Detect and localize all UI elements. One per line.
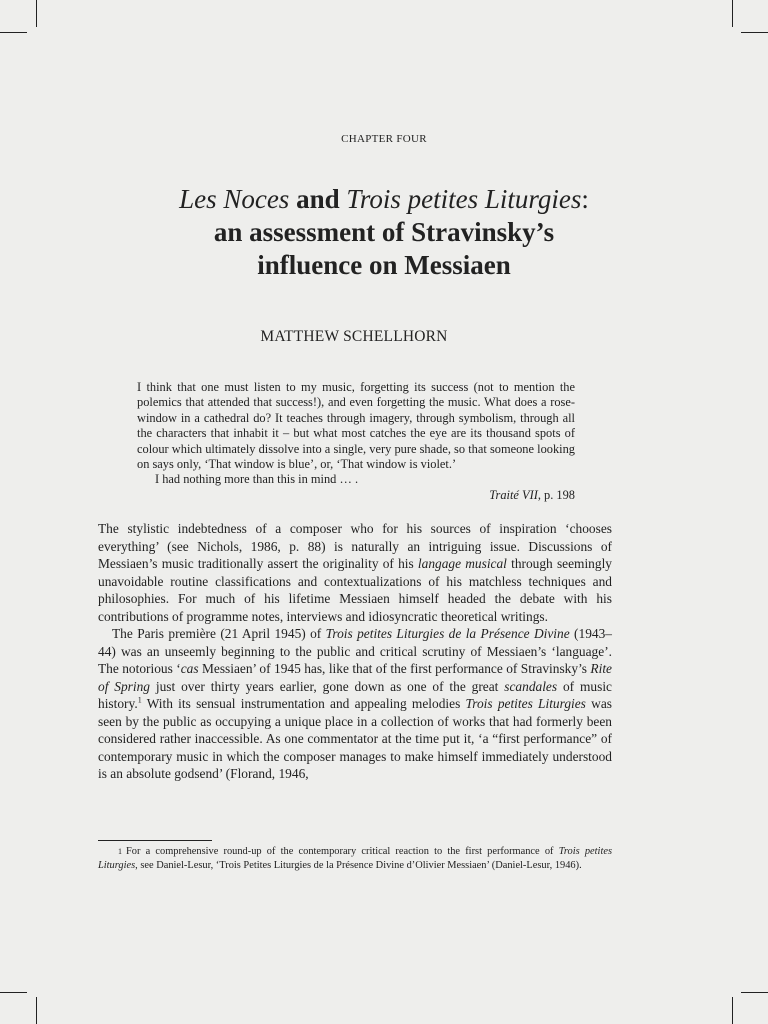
epigraph [137, 380, 575, 503]
body-text [98, 520, 612, 783]
epigraph-source-page: , p. 198 [537, 487, 575, 502]
body-p2-text-j: With its sensual instrumentation and appealing melodies [141, 696, 466, 711]
title-and: and [289, 184, 347, 214]
body-p2-text-a: The Paris première (21 April 1945) of [112, 626, 326, 641]
crop-mark-bottom-left-horizontal [0, 992, 27, 993]
body-p2-italic-liturgies: Trois petites Liturgies [465, 696, 586, 711]
footnote-text-c: , see Daniel-Lesur, ‘Trois Petites Liturgies de la Présence Divine d’Olivier Messiaen’ (Daniel-Lesur, 1946). [135, 860, 582, 872]
crop-mark-bottom-left-vertical [36, 997, 37, 1024]
epigraph-paragraph-1: I think that one must listen to my music, forgetting its success (not to mention the polemics that attended that success!), and even forgetting the music. What does a rose-window in a cathedral do? It teaches through imagery, through symbolism, through all the characters that inhabit it – but what most catches the eye are its thousand spots of colour which ultimately dissolve into a single, very pure shade, so that someone looking on says only, ‘That window is blue’, or, ‘That window is violet.’ [137, 380, 575, 472]
body-p2-text-e: Messiaen’ of 1945 has, like that of the first performance of Stravinsky’s [198, 661, 591, 676]
title-italic-les-noces: Les Noces [179, 184, 290, 214]
body-p2-italic-rite: Rite of Spring [98, 661, 612, 694]
body-p1-italic: langage musical [417, 556, 507, 571]
footnote-reference-1[interactable]: 1 [137, 695, 142, 705]
title-line-3: influence on Messiaen [257, 250, 511, 280]
body-p2-italic-cas: cas [180, 661, 199, 676]
body-p2-text-l: was seen by the public as occupying a unique place in a collection of works that had formerly been considered rather inaccessible. As one commentator at the time put it, ‘a “first performance” of contemporary music in which the composer manages to make himself immediately understood is an absolute godsend’ (Florand, 1946, [98, 696, 612, 781]
crop-mark-bottom-right-vertical [732, 997, 733, 1024]
footnote-1 [98, 845, 612, 874]
author-name: MATTHEW SCHELLHORN [260, 328, 448, 345]
chapter-label: CHAPTER FOUR [341, 133, 427, 145]
body-p2-italic-title: Trois petites Liturgies de la Présence Divine [325, 626, 570, 641]
body-paragraph-1 [98, 520, 612, 625]
body-paragraph-2 [98, 625, 612, 783]
title-line-1 [90, 183, 678, 216]
epigraph-source-title: Traité VII [489, 487, 538, 502]
body-p2-text-g: just over thirty years earlier, gone down as one of the great [150, 678, 505, 694]
footnote-separator [98, 840, 212, 841]
crop-mark-top-left-vertical [36, 0, 37, 27]
chapter-title [90, 183, 678, 282]
body-p2-text-i: of music history. [98, 678, 612, 711]
epigraph-source [137, 488, 575, 503]
crop-mark-bottom-right-horizontal [741, 992, 768, 993]
body-p2-text-c: (1943–44) was an unseemly beginning to the public and critical scrutiny of Messiaen’s ‘language’. The notorious ‘ [98, 626, 612, 676]
footnote-text-a: For a comprehensive round-up of the contemporary critical reaction to the first performance of [126, 846, 559, 857]
title-line-2: an assessment of Stravinsky’s [213, 217, 555, 247]
body-p2-italic-scandales: scandales [504, 678, 558, 694]
footnote-number: 1 [118, 847, 122, 856]
footnote-italic: Trois petites Liturgies [98, 846, 612, 872]
title-colon: : [581, 184, 589, 214]
body-p1-text-c: through seemingly unavoidable routine classifications and contextualizations of his matchless techniques and philosophies. For much of his lifetime Messiaen himself headed the debate with his contributions of programme notes, interviews and idiosyncratic theoretical writings. [98, 556, 612, 624]
epigraph-paragraph-2: I had nothing more than this in mind … . [155, 472, 359, 487]
crop-mark-top-right-vertical [732, 0, 733, 27]
title-italic-trois-petites-liturgies: Trois petites Liturgies [346, 184, 582, 214]
crop-mark-top-right-horizontal [741, 32, 768, 33]
crop-mark-top-left-horizontal [0, 32, 27, 33]
body-p1-text-a: The stylistic indebtedness of a composer who for his sources of inspiration ‘chooses everything’ (see Nichols, 1986, p. 88) is naturally an intriguing issue. Discussions of Messiaen’s music traditionally assert the originality of his [98, 521, 612, 571]
